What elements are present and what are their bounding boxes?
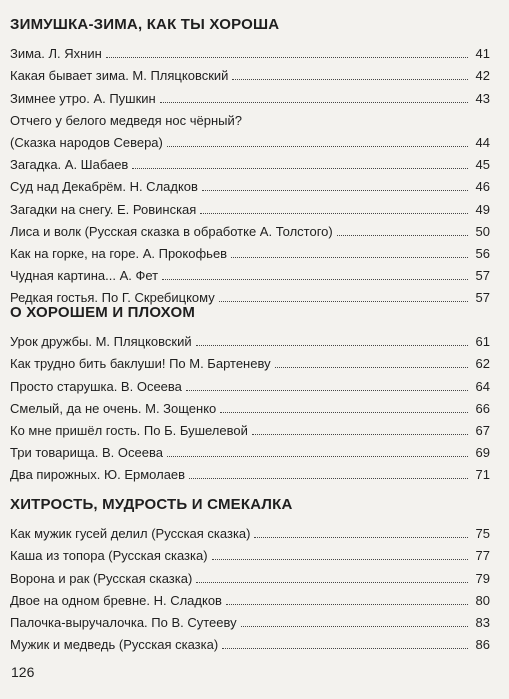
toc-entry bbox=[10, 240, 490, 262]
entry-page: 42 bbox=[475, 68, 490, 84]
toc-entry bbox=[10, 542, 490, 564]
entry-page: 44 bbox=[475, 134, 490, 150]
leader-dots bbox=[186, 390, 468, 391]
entry-page: 66 bbox=[475, 400, 490, 416]
toc-entry bbox=[10, 395, 490, 417]
leader-dots bbox=[232, 79, 468, 80]
leader-dots bbox=[167, 456, 468, 457]
entry-title: Ворона и рак (Русская сказка) bbox=[10, 570, 193, 586]
entry-title: Чудная картина... А. Фет bbox=[10, 268, 159, 284]
entry-page: 62 bbox=[475, 356, 490, 372]
leader-dots bbox=[196, 582, 468, 583]
toc-entry bbox=[10, 40, 490, 62]
entry-title: Смелый, да не очень. М. Зощенко bbox=[10, 400, 217, 416]
entry-title: Какая бывает зима. М. Пляцковский bbox=[10, 68, 229, 84]
entry-title: Двое на одном бревне. Н. Сладков bbox=[10, 592, 222, 608]
leader-dots bbox=[226, 604, 468, 605]
entry-title: Лиса и волк (Русская сказка в обработке А. Толстого) bbox=[10, 223, 333, 239]
entry-title: Редкая гостья. По Г. Скребицкому bbox=[10, 290, 215, 306]
entry-page: 69 bbox=[475, 445, 490, 461]
entry-page: 49 bbox=[475, 201, 490, 217]
entry-page: 79 bbox=[475, 570, 490, 586]
toc-entry bbox=[10, 587, 490, 609]
entry-title: Просто старушка. В. Осеева bbox=[10, 378, 182, 394]
entry-page: 80 bbox=[475, 592, 490, 608]
leader-dots bbox=[160, 102, 468, 103]
toc-entry-first-line bbox=[10, 107, 490, 129]
toc-entry bbox=[10, 350, 490, 372]
entry-title: Мужик и медведь (Русская сказка) bbox=[10, 637, 219, 653]
entry-page: 61 bbox=[475, 334, 490, 350]
entry-title: Загадка. А. Шабаев bbox=[10, 157, 129, 173]
toc-entry bbox=[10, 461, 490, 483]
toc-entry bbox=[10, 372, 490, 394]
entry-title: Ко мне пришёл гость. По Б. Бушелевой bbox=[10, 422, 248, 438]
leader-dots bbox=[275, 367, 468, 368]
entry-page: 45 bbox=[475, 157, 490, 173]
toc-entry bbox=[10, 62, 490, 84]
entry-title: Три товарища. В. Осеева bbox=[10, 445, 163, 461]
leader-dots bbox=[200, 213, 468, 214]
entry-title: Как на горке, на горе. А. Прокофьев bbox=[10, 245, 228, 261]
leader-dots bbox=[167, 146, 468, 147]
leader-dots bbox=[222, 648, 468, 649]
leader-dots bbox=[231, 257, 468, 258]
entry-title: Отчего у белого медведя нос чёрный? bbox=[10, 112, 243, 128]
toc-entry bbox=[10, 328, 490, 350]
toc-entry bbox=[10, 609, 490, 631]
toc-entry bbox=[10, 564, 490, 586]
entry-page: 71 bbox=[475, 467, 490, 483]
toc-entry bbox=[10, 631, 490, 653]
toc-entry bbox=[10, 129, 490, 151]
toc-section-winter bbox=[10, 14, 490, 306]
entry-title: Урок дружбы. М. Пляцковский bbox=[10, 334, 192, 350]
leader-dots bbox=[106, 57, 468, 58]
leader-dots bbox=[189, 478, 468, 479]
entry-title: Каша из топора (Русская сказка) bbox=[10, 548, 208, 564]
toc-entry bbox=[10, 195, 490, 217]
leader-dots bbox=[337, 235, 468, 236]
toc-entry bbox=[10, 151, 490, 173]
entry-title: Палочка-выручалочка. По В. Сутееву bbox=[10, 614, 237, 630]
page-number: 126 bbox=[11, 664, 35, 680]
entry-title: Загадки на снегу. Е. Ровинская bbox=[10, 201, 197, 217]
entry-page: 57 bbox=[475, 290, 490, 306]
entry-page: 75 bbox=[475, 526, 490, 542]
entry-title: Как трудно бить баклуши! По М. Бартеневу bbox=[10, 356, 271, 372]
entry-title: Зимнее утро. А. Пушкин bbox=[10, 90, 156, 106]
section-title: ЗИМУШКА-ЗИМА, КАК ТЫ ХОРОША bbox=[10, 16, 280, 33]
entry-page: 56 bbox=[475, 245, 490, 261]
entry-page: 41 bbox=[475, 46, 490, 62]
entry-title: (Сказка народов Севера) bbox=[10, 134, 163, 150]
section-title: О ХОРОШЕМ И ПЛОХОМ bbox=[10, 304, 196, 321]
entry-page: 57 bbox=[475, 268, 490, 284]
entry-title: Зима. Л. Яхнин bbox=[10, 46, 102, 62]
leader-dots bbox=[162, 279, 468, 280]
toc-entry bbox=[10, 262, 490, 284]
entry-title: Два пирожных. Ю. Ермолаев bbox=[10, 467, 186, 483]
leader-dots bbox=[132, 168, 468, 169]
toc-entry bbox=[10, 439, 490, 461]
toc-entry bbox=[10, 520, 490, 542]
entry-title: Как мужик гусей делил (Русская сказка) bbox=[10, 526, 251, 542]
toc-section-cunning-wisdom bbox=[10, 494, 490, 653]
toc-entry bbox=[10, 84, 490, 106]
leader-dots bbox=[196, 345, 468, 346]
toc-entry bbox=[10, 173, 490, 195]
toc-entry bbox=[10, 417, 490, 439]
entry-page: 46 bbox=[475, 179, 490, 195]
leader-dots bbox=[202, 190, 468, 191]
entry-page: 67 bbox=[475, 422, 490, 438]
entry-page: 86 bbox=[475, 637, 490, 653]
entry-title: Суд над Декабрём. Н. Сладков bbox=[10, 179, 198, 195]
toc-entry bbox=[10, 218, 490, 240]
entry-page: 83 bbox=[475, 614, 490, 630]
section-title: ХИТРОСТЬ, МУДРОСТЬ И СМЕКАЛКА bbox=[10, 496, 293, 513]
leader-dots bbox=[220, 412, 468, 413]
leader-dots bbox=[252, 434, 468, 435]
entry-page: 64 bbox=[475, 378, 490, 394]
entry-page: 50 bbox=[475, 223, 490, 239]
entry-page: 77 bbox=[475, 548, 490, 564]
toc-section-good-and-bad bbox=[10, 302, 490, 483]
leader-dots bbox=[212, 559, 468, 560]
leader-dots bbox=[241, 626, 468, 627]
entry-page: 43 bbox=[475, 90, 490, 106]
leader-dots bbox=[254, 537, 468, 538]
